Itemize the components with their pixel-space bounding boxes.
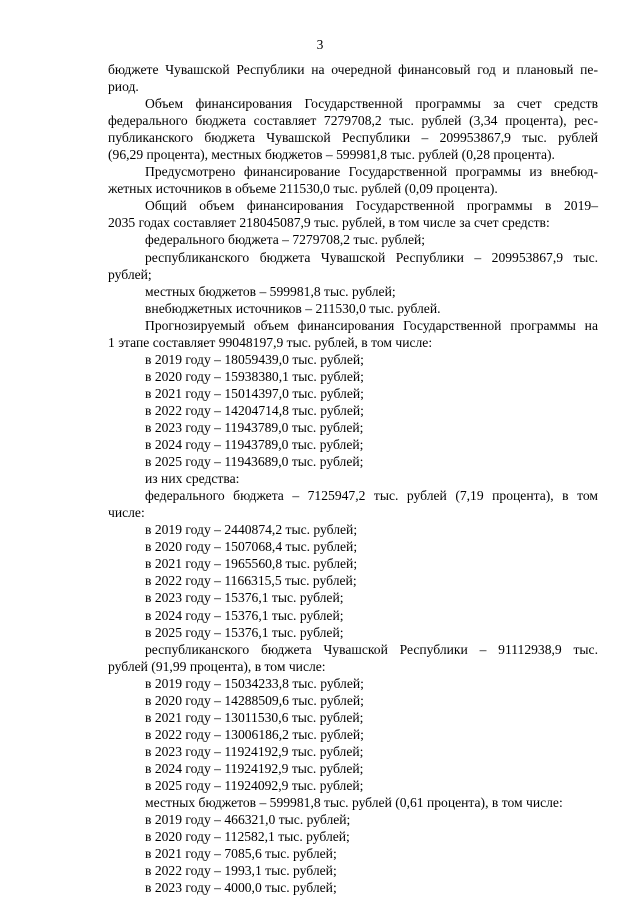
text-line: республиканского бюджета Чувашской Республики – 209953867,9 тыс.	[145, 249, 598, 265]
text-line: в 2024 году – 11924192,9 тыс. рублей;	[145, 760, 364, 776]
text-line: в 2022 году – 1166315,5 тыс. рублей;	[145, 573, 357, 589]
text-line: в 2025 году – 11943689,0 тыс. рублей;	[145, 454, 364, 470]
text-line: федерального бюджета составляет 7279708,2 тыс. рублей (3,34 процента), рес-	[108, 113, 598, 129]
text-line: в 2020 году – 14288509,6 тыс. рублей;	[145, 692, 364, 708]
text-line: в 2023 году – 4000,0 тыс. рублей;	[145, 880, 337, 896]
text-line: республиканского бюджета Чувашской Республики – 91112938,9 тыс.	[145, 641, 598, 657]
document-body	[108, 61, 598, 896]
text-line: в 2022 году – 1993,1 тыс. рублей;	[145, 863, 337, 879]
text-line: жетных источников в объеме 211530,0 тыс. рублей (0,09 процента).	[108, 181, 498, 197]
text-line: Общий объем финансирования Государственной программы в 2019–	[145, 198, 598, 214]
text-line: внебюджетных источников – 211530,0 тыс. рублей.	[145, 300, 441, 316]
text-line: федерального бюджета – 7125947,2 тыс. рублей (7,19 процента), в том	[145, 488, 598, 504]
text-line: местных бюджетов – 599981,8 тыс. рублей (0,61 процента), в том числе:	[145, 795, 563, 811]
text-line: Предусмотрено финансирование Государственной программы из внебюд-	[145, 164, 598, 180]
text-line: в 2022 году – 13006186,2 тыс. рублей;	[145, 726, 364, 742]
text-line: Прогнозируемый объем финансирования Государственной программы на	[145, 317, 598, 333]
text-line: в 2021 году – 1965560,8 тыс. рублей;	[145, 556, 358, 572]
text-line: в 2019 году – 18059439,0 тыс. рублей;	[145, 351, 364, 367]
text-line: в 2019 году – 2440874,2 тыс. рублей;	[145, 522, 358, 538]
text-line: публиканского бюджета Чувашской Республики – 209953867,9 тыс. рублей	[108, 130, 598, 146]
text-line: 2035 годах составляет 218045087,9 тыс. рублей, в том числе за счет средств:	[108, 215, 550, 231]
text-line: местных бюджетов – 599981,8 тыс. рублей;	[145, 283, 396, 299]
text-line: в 2025 году – 15376,1 тыс. рублей;	[145, 624, 344, 640]
text-line: 1 этапе составляет 99048197,9 тыс. рублей, в том числе:	[108, 334, 433, 350]
text-line: в 2020 году – 112582,1 тыс. рублей;	[145, 829, 350, 845]
page-number: 3	[316, 37, 324, 52]
text-line: федерального бюджета – 7279708,2 тыс. рублей;	[145, 232, 426, 248]
text-line: числе:	[108, 505, 145, 521]
text-line: в 2022 году – 14204714,8 тыс. рублей;	[145, 402, 364, 418]
text-line: в 2020 году – 1507068,4 тыс. рублей;	[145, 539, 358, 555]
text-line: в 2024 году – 15376,1 тыс. рублей;	[145, 607, 344, 623]
text-line: в 2023 году – 11943789,0 тыс. рублей;	[145, 419, 364, 435]
text-line: в 2023 году – 11924192,9 тыс. рублей;	[145, 743, 364, 759]
text-line: в 2021 году – 15014397,0 тыс. рублей;	[145, 385, 364, 401]
text-line: в 2019 году – 466321,0 тыс. рублей;	[145, 812, 351, 828]
text-line: в 2021 году – 13011530,6 тыс. рублей;	[145, 709, 364, 725]
text-line: бюджете Чувашской Республики на очередной финансовый год и плановый пе-	[108, 62, 598, 77]
text-line: из них средства:	[145, 471, 240, 487]
text-line: в 2020 году – 15938380,1 тыс. рублей;	[145, 368, 364, 384]
text-line: (96,29 процента), местных бюджетов – 599981,8 тыс. рублей (0,28 процента).	[108, 147, 555, 163]
text-line: Объем финансирования Государственной программы за счет средств	[145, 96, 598, 112]
text-line: в 2025 году – 11924092,9 тыс. рублей;	[145, 777, 364, 793]
text-line: риод.	[108, 79, 139, 95]
text-line: в 2023 году – 15376,1 тыс. рублей;	[145, 590, 344, 606]
text-line: в 2021 году – 7085,6 тыс. рублей;	[145, 846, 337, 862]
text-line: рублей;	[108, 266, 152, 282]
text-line: рублей (91,99 процента), в том числе:	[108, 658, 326, 674]
text-line: в 2024 году – 11943789,0 тыс. рублей;	[145, 437, 364, 453]
text-line: в 2019 году – 15034233,8 тыс. рублей;	[145, 675, 364, 691]
